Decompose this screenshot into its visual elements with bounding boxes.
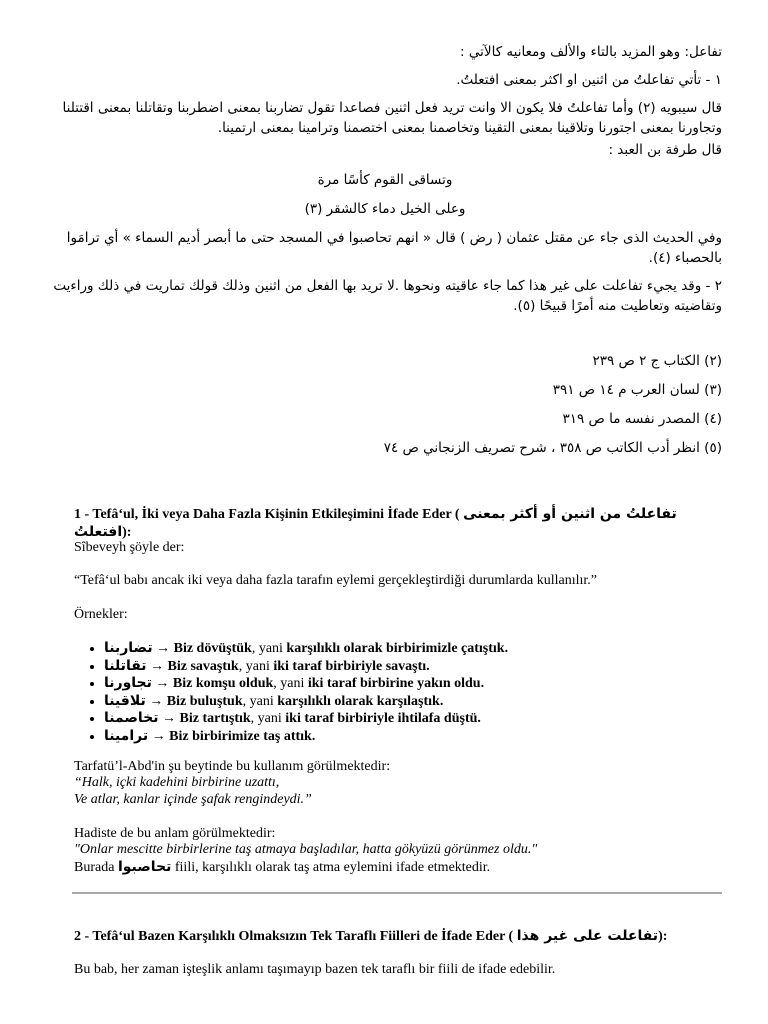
example-turkish-meaning: Biz tartıştık (179, 711, 251, 726)
tarafa-verse-2: Ve atlar, kanlar içinde şafak rengindeydi.” (74, 792, 312, 807)
section-divider (72, 892, 722, 894)
burada-line: Burada تحاصبوا fiili, karşılıklı olarak taş atma eylemini ifade etmektedir. (74, 859, 491, 875)
example-arabic-word: تجاورنا (104, 675, 152, 691)
example-arabic-word: تلاقينا (104, 692, 146, 709)
example-connector: , yani (273, 676, 308, 691)
arrow-icon: → (156, 641, 171, 656)
hadith-quote: "Onlar mescitte birbirlerine taş atmaya başladılar, hatta gökyüzü görünmez oldu." (74, 842, 538, 857)
footnote-5: (٥) انظر أدب الكاتب ص ٣٥٨ ، شرح تصريف الزنجاني ص ٧٤ (383, 440, 722, 456)
example-item (104, 710, 722, 728)
arabic-tarafa-intro: قال طرفة بن العبد : (608, 142, 722, 158)
hadith-intro: Hadiste de bu anlam görülmektedir: (74, 826, 276, 841)
arrow-icon: → (155, 676, 170, 691)
arrow-icon: → (162, 711, 176, 726)
example-connector: , yani (251, 641, 287, 656)
examples-list (74, 640, 722, 745)
section-1-heading: 1 - Tefâ‘ul, İki veya Daha Fazla Kişinin Etkileşimini İfade Eder ( تفاعلتُ من اثنين أو أكثر بمعنى افتعلتُ): (74, 506, 677, 540)
example-turkish-meaning: Biz buluştuk (166, 693, 243, 709)
arabic-sibawayh-paragraph: قال سيبويه (٢) وأما تفاعلتُ فلا يكون الا وانت تريد فعل اثنين فصاعدا تقول تضاربنا بمعنى اضطربنا وتقاتلنا بمعنى اقتتلنا وتجاورنا بمعنى اجتورنا وتلاقينا بمعنى التقينا وتخاصمنا بمعنى اختصمنا وترامينا بمعنى ارتمينا. (62, 100, 722, 136)
sibawayh-quote: “Tefâ‘ul babı ancak iki veya daha fazla tarafın eylemi gerçekleştirdiği durumlarda kullanılır.” (74, 573, 598, 588)
example-arabic-word: تخاصمنا (104, 710, 159, 726)
example-explanation: karşılıklı olarak karşılaştık. (277, 693, 444, 709)
example-item (104, 658, 722, 676)
example-arabic-word: تقاتلنا (104, 657, 147, 674)
arabic-rule-1: ١ - تأتي تفاعلتُ من اثنين او اكثر بمعنى افتعلتُ. (456, 72, 722, 88)
example-connector: , yani (250, 711, 286, 726)
section-1-intro: Sîbeveyh şöyle der: (74, 540, 185, 555)
arrow-icon: → (151, 728, 166, 744)
example-turkish-meaning: Biz dövüştük (173, 641, 252, 656)
section-2-text: Bu bab, her zaman işteşlik anlamı taşımayıp bazen tek taraflı bir fiili de ifade edebilir. (74, 962, 556, 977)
example-connector: , yani (238, 658, 274, 674)
example-explanation: iki taraf birbiriyle savaştı. (273, 658, 430, 674)
footnote-4: (٤) المصدر نفسه ما ص ٣١٩ (562, 411, 722, 427)
example-explanation: iki taraf birbirine yakın oldu. (307, 676, 485, 691)
examples-label: Örnekler: (74, 607, 128, 622)
example-arabic-word: تضاربنا (104, 640, 153, 656)
example-arabic-word: ترامينا (104, 727, 149, 744)
arabic-verse-1: وتساقى القوم كأسًا مرة (317, 172, 453, 188)
section-2-heading: 2 - Tefâ‘ul Bazen Karşılıklı Olmaksızın Tek Taraflı Fiilleri de İfade Eder ( تفاعلت على غير هذا): (74, 928, 668, 944)
example-item (104, 728, 722, 746)
tarafa-intro: Tarfatü’l-Abd'in şu beytinde bu kullanım görülmektedir: (74, 759, 391, 774)
example-explanation: karşılıklı olarak birbirimizle çatıştık. (286, 641, 509, 656)
arabic-hadith-paragraph: وفي الحديث الذى جاء عن مقتل عثمان ( رض ) قال « انهم تحاصبوا في المسجد حتى ما أبصر أديم السماء » أي ترامَوا بالحصباء (٤). (66, 230, 722, 266)
arabic-verse-2: وعلى الخيل دماء كالشقر (٣) (304, 201, 466, 217)
arrow-icon: → (150, 658, 165, 674)
footnote-2: (٢) الكتاب ج ٢ ص ٢٣٩ (592, 353, 722, 369)
example-connector: , yani (242, 693, 278, 709)
example-turkish-meaning: Biz birbirimize taş attık. (169, 728, 316, 744)
arabic-heading-line: تفاعل: وهو المزيد بالتاء والألف ومعانيه كالآتي : (460, 44, 722, 60)
arabic-rule-2: ٢ - وقد يجيء تفاعلت على غير هذا كما جاء عاقيته ونحوها .لا تريد بها الفعل من اثنين وذلك قولك تماريت في ذلك وراءيت وتقاضيته وتعاطيت منه أمرًا قبيحًا (٥). (53, 278, 722, 314)
tarafa-verse-1: “Halk, içki kadehini birbirine uzattı, (74, 775, 280, 790)
example-turkish-meaning: Biz komşu olduk (172, 676, 274, 691)
example-turkish-meaning: Biz savaştık (167, 658, 239, 674)
example-explanation: iki taraf birbiriyle ihtilafa düştü. (285, 711, 481, 726)
example-item (104, 693, 722, 711)
footnote-3: (٣) لسان العرب م ١٤ ص ٣٩١ (552, 382, 722, 398)
example-item (104, 640, 722, 658)
example-item (104, 675, 722, 693)
arrow-icon: → (149, 693, 164, 709)
